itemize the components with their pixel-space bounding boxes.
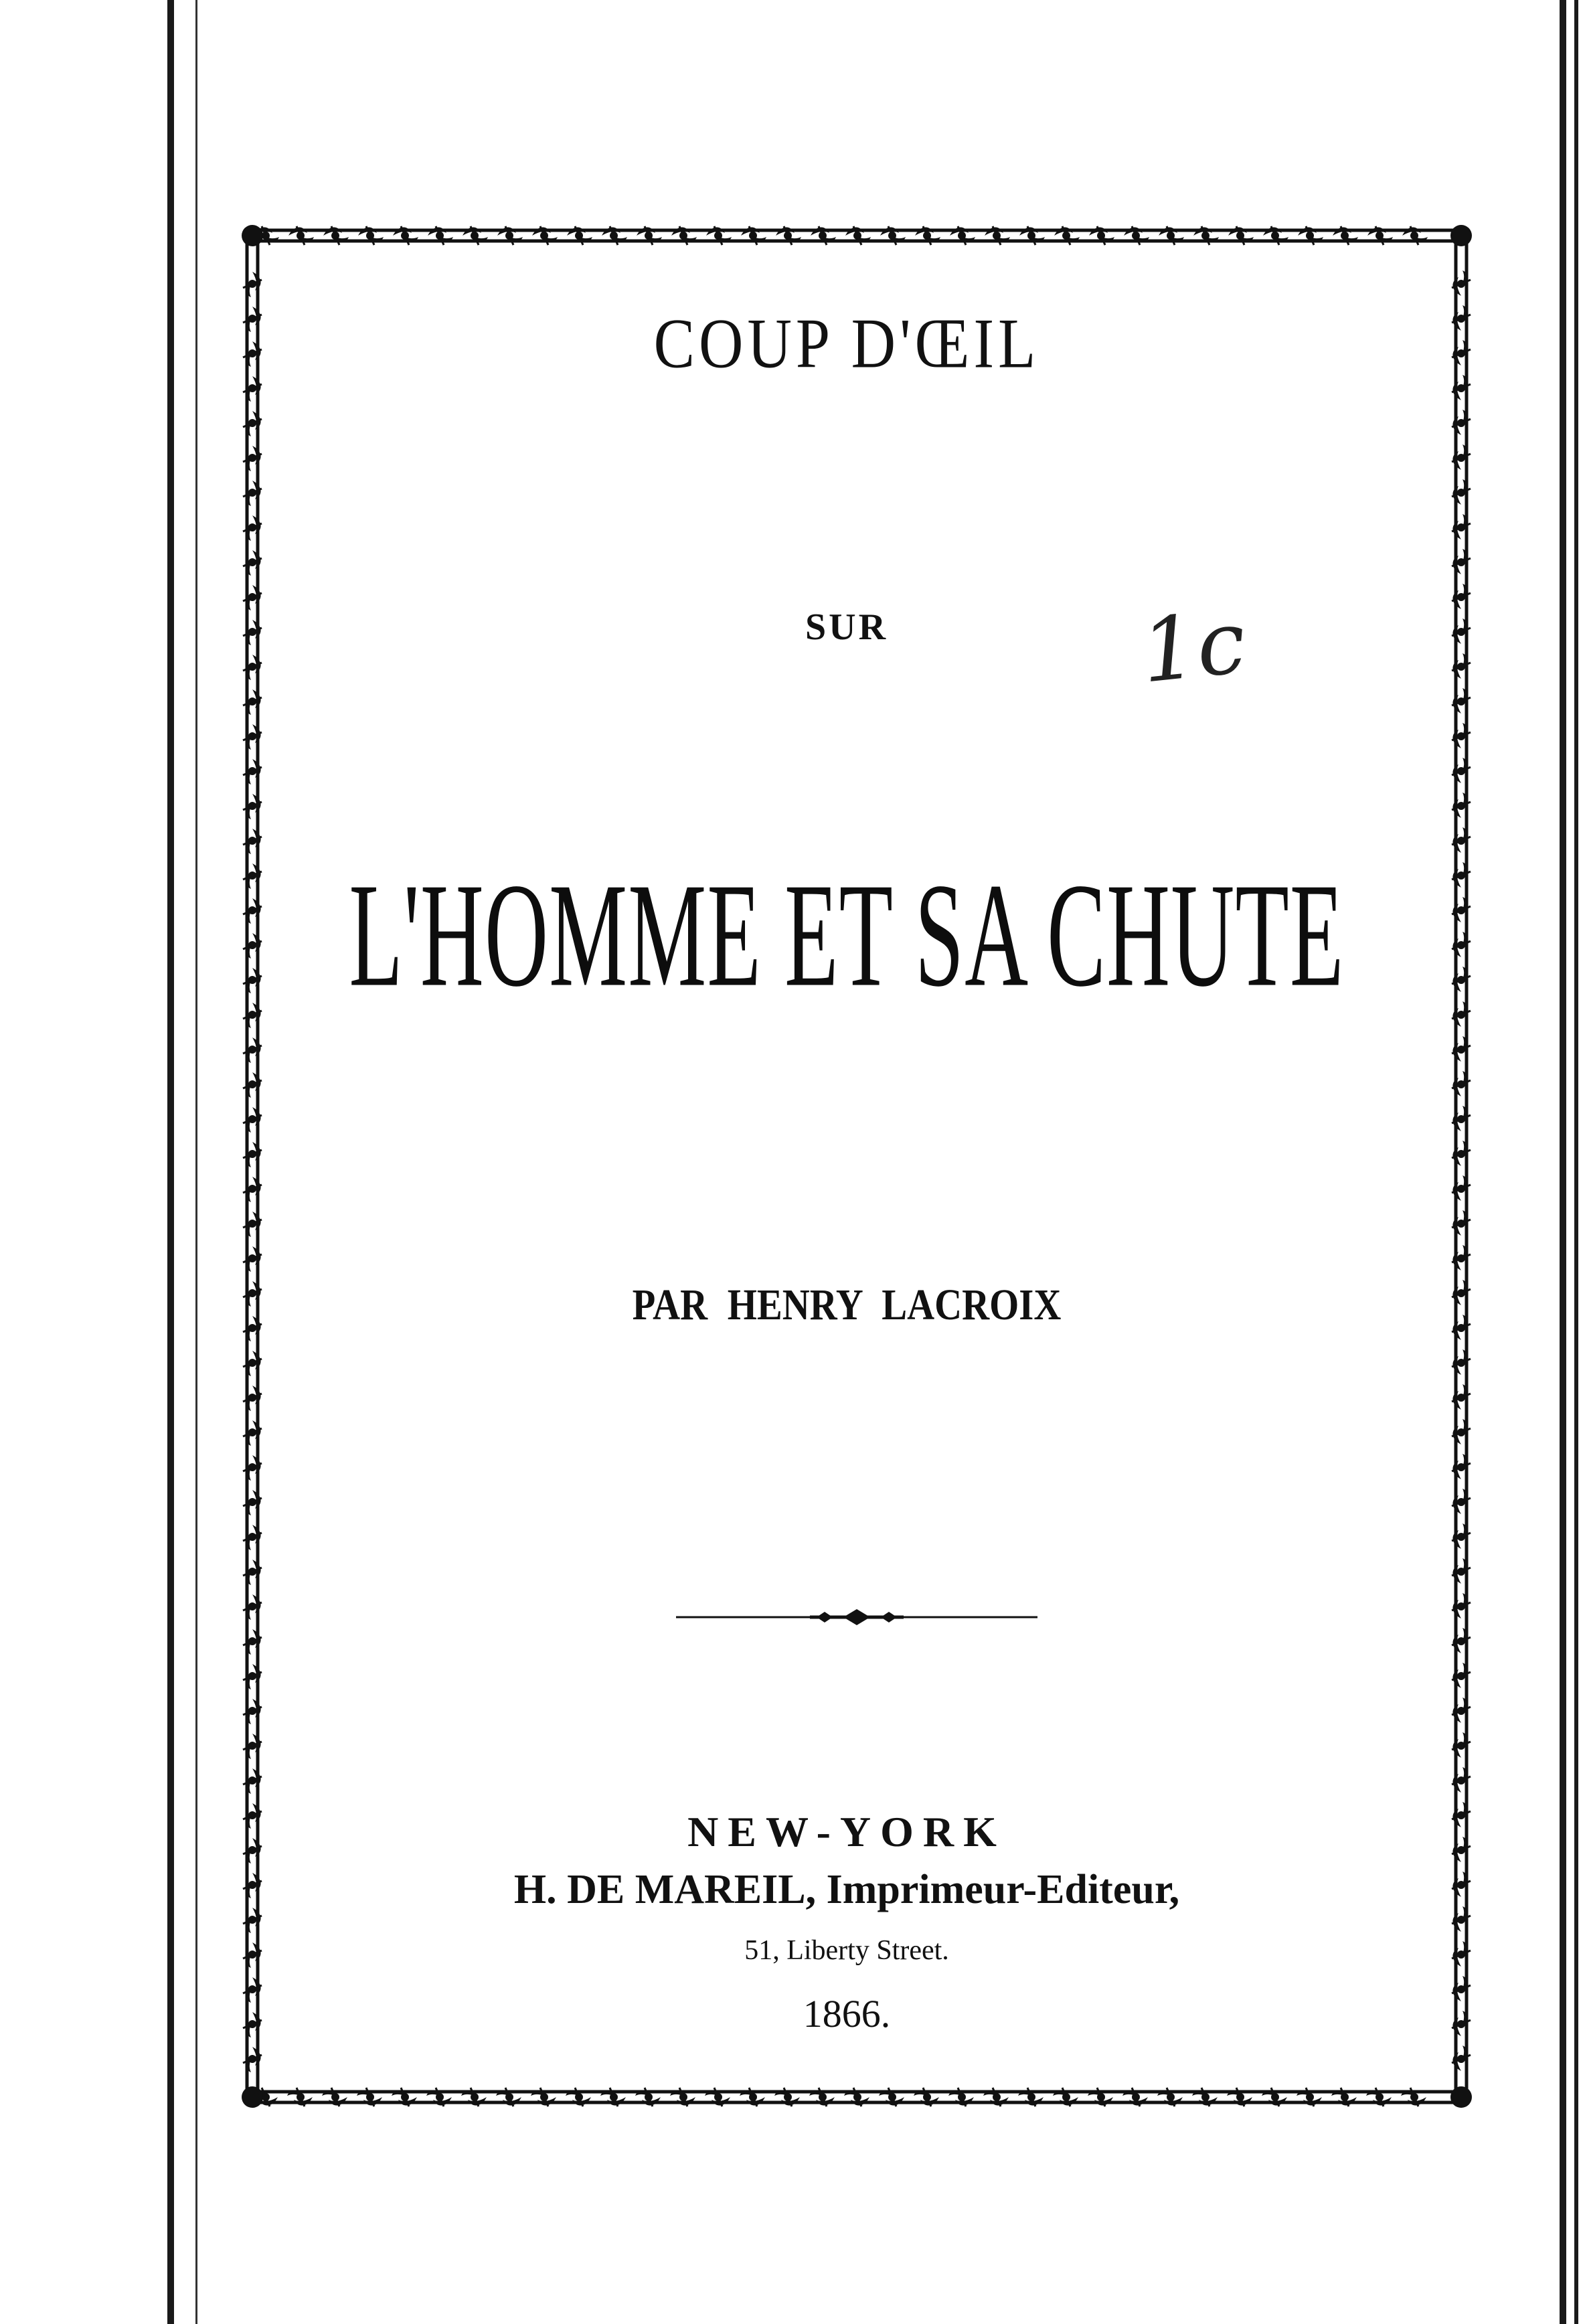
page-margin bbox=[0, 0, 167, 2324]
imprint-city-text: NEW-YORK bbox=[687, 1808, 1006, 1855]
title-line-2-text: SUR bbox=[805, 606, 889, 648]
author-text: PAR HENRY LACROIX bbox=[632, 1280, 1062, 1329]
main-title-text: L'HOMME ET SA CHUTE bbox=[349, 852, 1345, 1017]
gutter-rule-right bbox=[1560, 0, 1566, 2324]
gutter-rule-left-inner bbox=[195, 0, 197, 2324]
divider-ornament bbox=[676, 1604, 1037, 1631]
gutter-rule-right-outer bbox=[1574, 0, 1578, 2324]
gutter-rule-left bbox=[167, 0, 174, 2324]
title-line-1-text: COUP D'ŒIL bbox=[653, 304, 1040, 383]
imprint-address-text: 51, Liberty Street. bbox=[744, 1935, 949, 1966]
handwritten-annotation: 1c bbox=[1136, 590, 1251, 703]
imprint-publisher-text: H. DE MAREIL, Imprimeur-Editeur, bbox=[513, 1867, 1180, 1912]
imprint-year-text: 1866. bbox=[803, 1992, 891, 2036]
